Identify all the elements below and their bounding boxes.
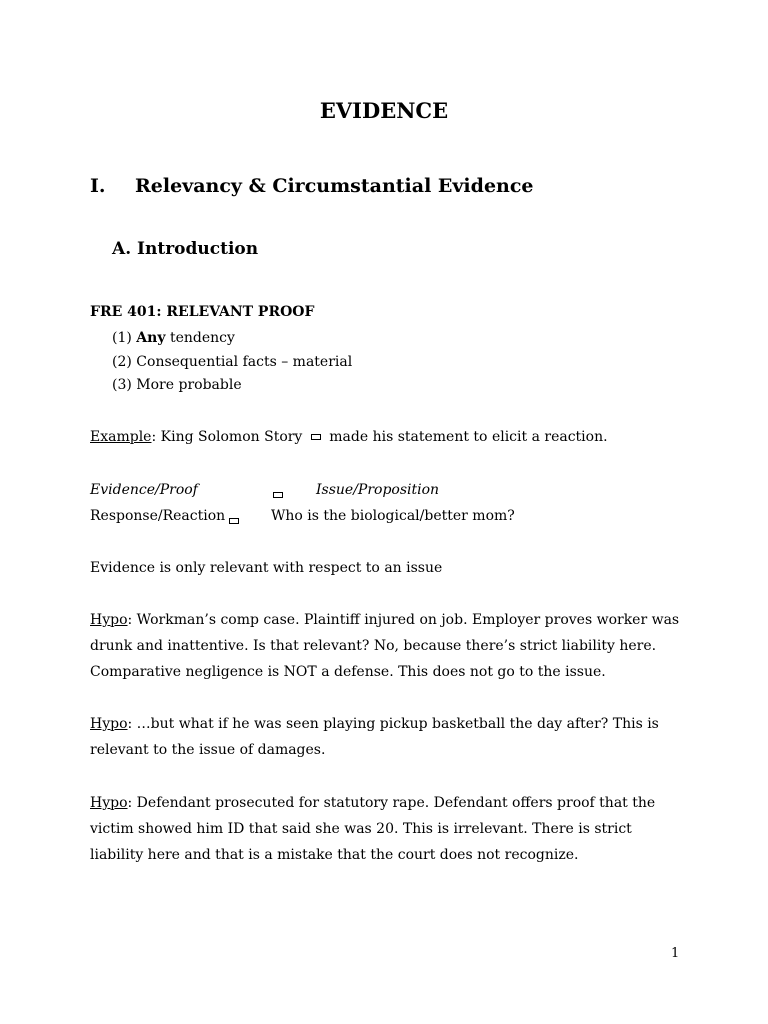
section-number: I.: [90, 175, 106, 197]
example-paragraph: [90, 429, 608, 445]
hypo-text: : …but what if he was seen playing pickup basketball the day after? This is: [127, 716, 659, 732]
hypo-label: Hypo: [90, 795, 128, 811]
list-number: (3): [112, 377, 132, 393]
mapping-right-header: Issue/Proposition: [316, 482, 440, 498]
hypo-text: : Defendant prosecuted for statutory rape. Defendant offers proof that the: [127, 795, 656, 811]
mapping-right-value: Who is the biological/better mom?: [271, 508, 515, 524]
hypo-line: victim showed him ID that said she was 20. This is irrelevant. There is strict: [90, 821, 632, 837]
list-number: (2): [112, 354, 132, 370]
list-text: Consequential facts – material: [136, 354, 353, 370]
example-text-continued: made his statement to elicit a reaction.: [329, 429, 608, 445]
statement: Evidence is only relevant with respect to an issue: [90, 560, 443, 576]
hypo-line: liability here and that is a mistake that the court does not recognize.: [90, 847, 579, 863]
arrow-icon: [229, 518, 239, 524]
mapping-left-value: Response/Reaction: [90, 508, 226, 524]
list-item: [112, 377, 242, 393]
hypo-line: [90, 716, 659, 732]
list-emphasis: Any: [136, 330, 166, 346]
page-number: 1: [671, 946, 680, 961]
example-label: Example: [90, 429, 152, 445]
document-title: EVIDENCE: [319, 98, 449, 123]
subsection-label: A.: [112, 239, 132, 259]
arrow-icon: [311, 434, 321, 440]
subsection-title: Introduction: [137, 239, 259, 259]
list-item: [112, 330, 235, 346]
mapping-left-header: Evidence/Proof: [90, 482, 198, 498]
example-text: : King Solomon Story: [151, 429, 303, 445]
rule-heading: FRE 401: RELEVANT PROOF: [90, 304, 315, 320]
hypo-line: drunk and inattentive. Is that relevant? No, because there’s strict liability here.: [90, 638, 657, 654]
list-item: [112, 354, 352, 370]
hypo-label: Hypo: [90, 716, 128, 732]
subsection-heading: [112, 239, 258, 259]
section-title: Relevancy & Circumstantial Evidence: [135, 175, 534, 197]
hypo-line: [90, 795, 655, 811]
hypo-label: Hypo: [90, 612, 128, 628]
hypo-line: Comparative negligence is NOT a defense. This does not go to the issue.: [90, 664, 606, 680]
list-number: (1): [112, 330, 132, 346]
hypo-line: relevant to the issue of damages.: [90, 742, 326, 758]
hypo-line: [90, 612, 679, 628]
arrow-icon: [273, 492, 283, 498]
list-text: tendency: [169, 330, 235, 346]
hypo-text: : Workman’s comp case. Plaintiff injured on job. Employer proves worker was: [127, 612, 680, 628]
list-text: More probable: [136, 377, 242, 393]
